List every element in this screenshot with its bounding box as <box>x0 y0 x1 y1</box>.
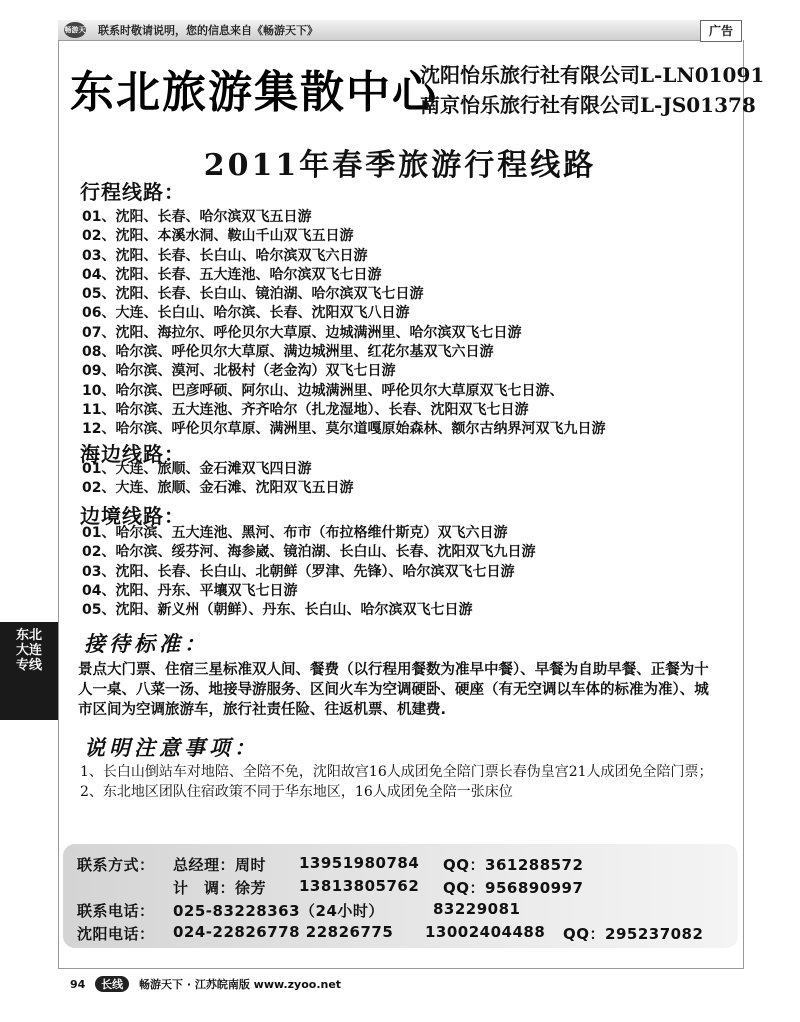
phone-extra: 83229081 <box>433 900 521 918</box>
company-shenyang: 沈阳怡乐旅行社有限公司L-LN01091 <box>420 63 765 87</box>
side-tab-line: 专线 <box>15 658 42 673</box>
border-route-list <box>82 524 535 620</box>
side-category-tab <box>0 622 58 720</box>
route-item: 10、哈尔滨、巴彦呼硕、阿尔山、边城满洲里、呼伦贝尔大草原双飞七日游、 <box>82 382 564 399</box>
side-tab-line: 东北 <box>15 628 42 643</box>
page-number: 94 <box>70 978 86 991</box>
route-item: 02、哈尔滨、绥芬河、海参崴、镜泊湖、长白山、长春、沈阳双飞九日游 <box>82 544 536 561</box>
route-item: 09、哈尔滨、漠河、北极村（老金沟）双飞七日游 <box>82 363 396 380</box>
contact-panel <box>63 844 738 948</box>
seaside-route-list <box>82 460 353 499</box>
shenyang-phone-label: 沈阳电话： <box>77 925 155 943</box>
gm-name: 总经理：周时 <box>173 856 267 874</box>
top-banner <box>58 20 742 50</box>
route-item: 01、大连、旅顺、金石滩双飞四日游 <box>82 461 312 477</box>
standard-heading: 接待标准： <box>84 631 209 656</box>
route-item: 07、沈阳、海拉尔、呼伦贝尔大草原、边城满洲里、哈尔滨双飞七日游 <box>82 324 522 341</box>
itinerary-route-list <box>82 208 605 440</box>
company-nanjing: 南京怡乐旅行社有限公司L-JS01378 <box>420 93 756 117</box>
route-item: 05、沈阳、新义州（朝鲜）、丹东、长白山、哈尔滨双飞七日游 <box>82 602 473 619</box>
contact-method-label: 联系方式： <box>77 856 155 874</box>
section-heading-border: 边境线路： <box>80 504 185 528</box>
side-tab-line: 大连 <box>15 643 42 658</box>
shenyang-mobile: 13002404488 <box>425 923 546 941</box>
notes-list <box>80 762 730 802</box>
route-item: 03、沈阳、长春、长白山、北朝鲜（罗津、先锋）、哈尔滨双飞七日游 <box>82 563 515 580</box>
route-item: 02、大连、旅顺、金石滩、沈阳双飞五日游 <box>82 480 354 497</box>
standard-body: 景点大门票、住宿三星标准双人间、餐费（以行程用餐数为准早中餐）、早餐为自助早餐、正餐为十人一桌、八菜一汤、地接导游服务、区间火车为空调硬卧、硬座（有无空调以车体的标准为准）、城市区间为空调旅游车，旅行社责任险、往返机票、机建费. <box>78 662 709 718</box>
route-item: 05、沈阳、长春、长白山、镜泊湖、哈尔滨双飞七日游 <box>82 286 424 303</box>
page-title: 东北旅游集散中心 <box>70 67 438 118</box>
page-footer <box>70 976 341 992</box>
section-heading-itinerary: 行程线路： <box>80 180 185 204</box>
planner-name: 计 调：徐芳 <box>173 879 267 897</box>
section-heading-seaside: 海边线路： <box>80 442 185 466</box>
company-list <box>420 60 764 120</box>
route-item: 08、哈尔滨、呼伦贝尔大草原、满边城洲里、红花尔基双飞六日游 <box>82 344 494 361</box>
footer-text: 畅游天下 · 江苏皖南版 www.zyoo.net <box>139 978 342 991</box>
route-item: 01、沈阳、长春、哈尔滨双飞五日游 <box>82 209 312 225</box>
phone-label: 联系电话： <box>77 902 155 920</box>
category-tag: 长线 <box>95 976 129 992</box>
route-item: 03、沈阳、长春、长白山、哈尔滨双飞六日游 <box>82 247 368 264</box>
season-title: 2011年春季旅游行程线路 <box>203 148 597 183</box>
shenyang-qq: QQ：295237082 <box>563 925 704 943</box>
gm-phone: 13951980784 <box>299 854 420 872</box>
brand-logo: 畅游天下 <box>64 22 86 38</box>
note-item: 1、长白山倒站车对地陪、全陪不免，沈阳故宫16人成团免全陪门票长春伪皇宫21人成团免全陪门票； <box>80 764 713 780</box>
planner-phone: 13813805762 <box>299 877 420 895</box>
route-item: 11、哈尔滨、五大连池、齐齐哈尔（扎龙湿地）、长春、沈阳双飞七日游 <box>82 401 529 418</box>
shenyang-phones: 024-22826778 22826775 <box>173 923 394 941</box>
gm-qq: QQ：361288572 <box>443 856 584 874</box>
route-item: 04、沈阳、长春、五大连池、哈尔滨双飞七日游 <box>82 266 382 283</box>
source-notice: 联系时敬请说明，您的信息来自《畅游天下》 <box>98 24 318 37</box>
route-item: 06、大连、长白山、哈尔滨、长春、沈阳双飞八日游 <box>82 305 410 322</box>
notes-heading: 说明注意事项： <box>84 735 259 760</box>
route-item: 01、哈尔滨、五大连池、黑河、布市（布拉格维什斯克）双飞六日游 <box>82 525 508 541</box>
route-item: 12、哈尔滨、呼伦贝尔草原、满洲里、莫尔道嘎原始森林、额尔古纳界河双飞九日游 <box>82 421 606 438</box>
route-item: 04、沈阳、丹东、平壤双飞七日游 <box>82 582 298 599</box>
planner-qq: QQ：956890997 <box>443 879 584 897</box>
route-item: 02、沈阳、本溪水洞、鞍山千山双飞五日游 <box>82 228 354 245</box>
phone-value: 025-83228363（24小时） <box>173 902 384 920</box>
ad-tag: 广告 <box>700 20 742 42</box>
note-item: 2、东北地区团队住宿政策不同于华东地区，16人成团免全陪一张床位 <box>80 784 513 800</box>
